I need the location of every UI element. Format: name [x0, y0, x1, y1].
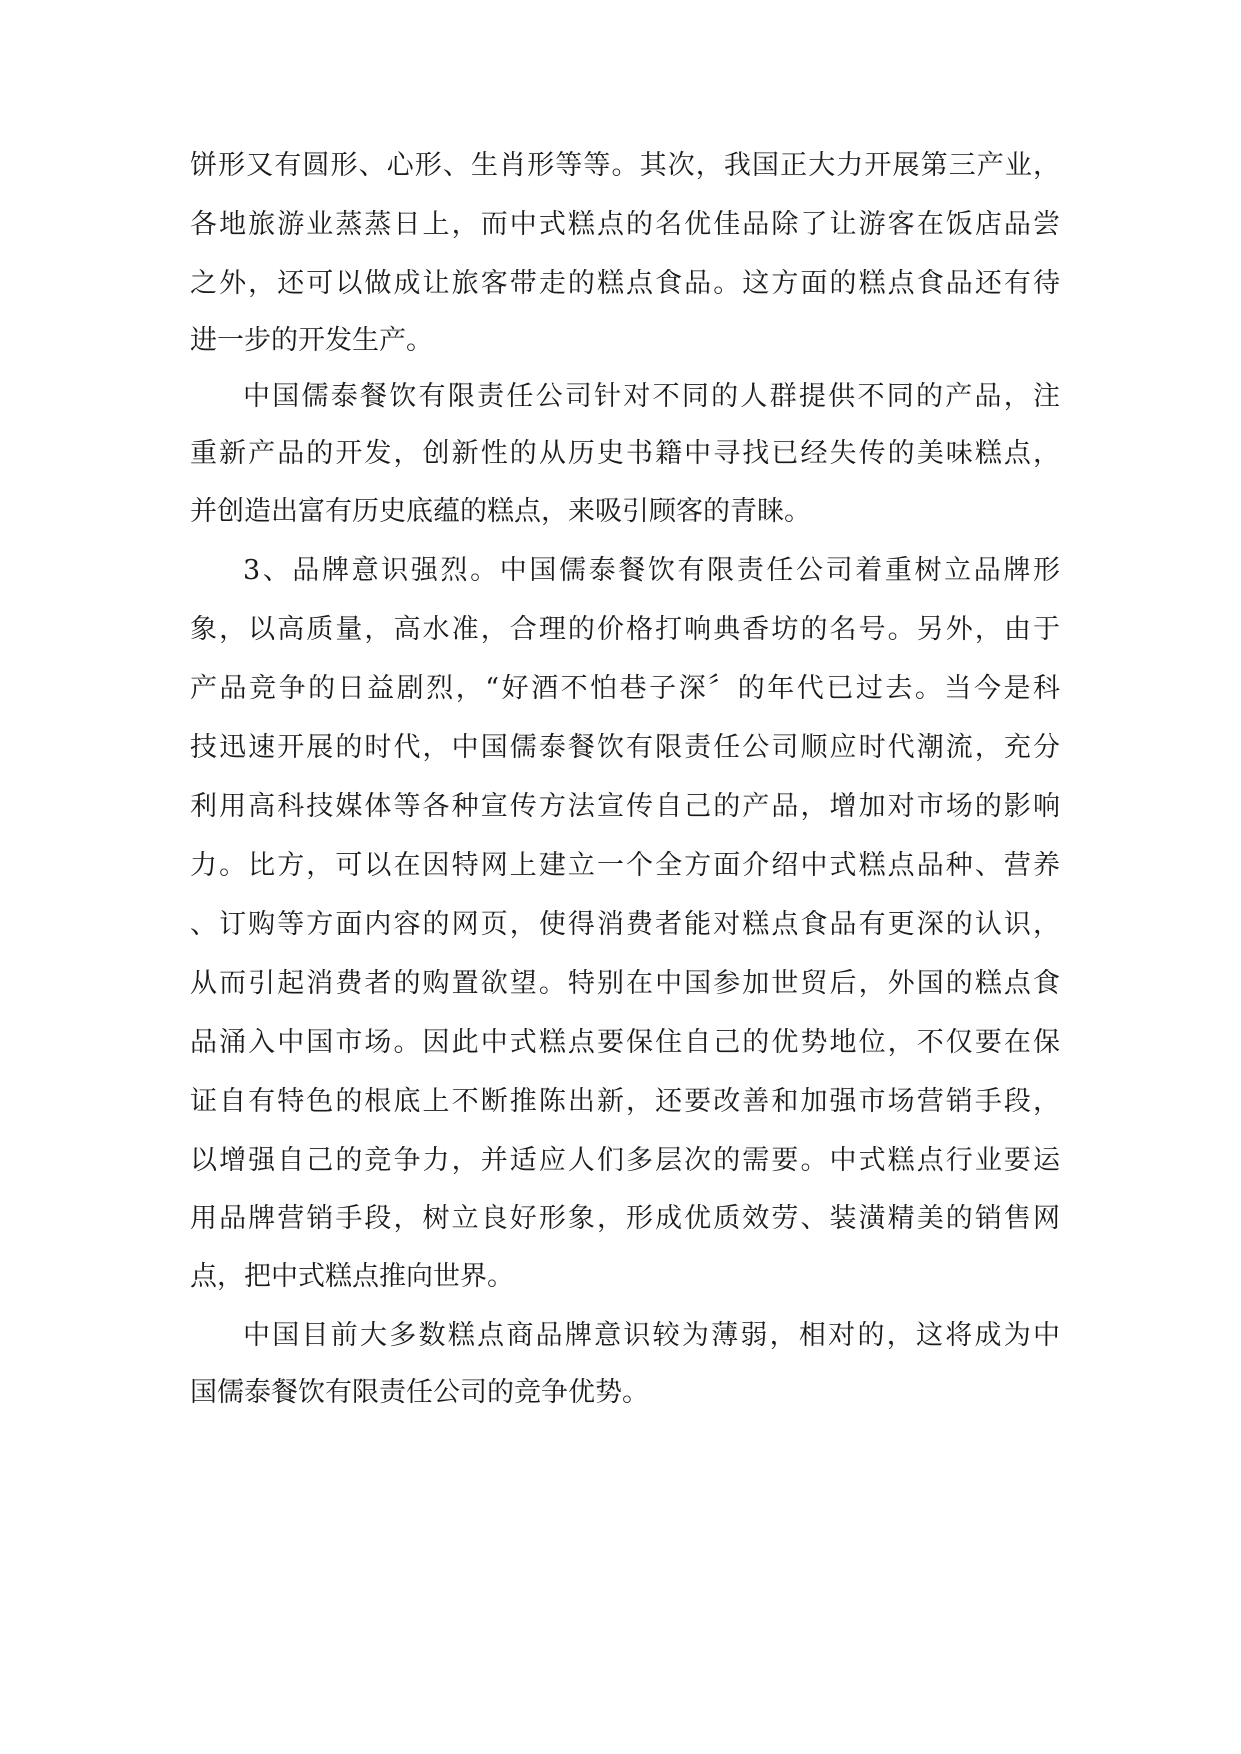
text-line: 中国目前大多数糕点商品牌意识较为薄弱，相对的，这将成为中 [243, 1320, 1060, 1351]
text-line: 用品牌营销手段，树立良好形象，形成优质效劳、装潢精美的销售网 [190, 1203, 1060, 1234]
text-line: 中国儒泰餐饮有限责任公司针对不同的人群提供不同的产品，注 [243, 381, 1060, 412]
text-line: 利用高科技媒体等各种宣传方法宣传自己的产品，增加对市场的影响 [190, 791, 1060, 822]
text-line: 重新产品的开发，创新性的从历史书籍中寻找已经失传的美味糕点， [190, 438, 1060, 469]
text-line: 饼形又有圆形、心形、生肖形等等。其次，我国正大力开展第三产业， [190, 150, 1060, 181]
text-line: 进一步的开发生产。 [190, 325, 433, 356]
text-line: 证自有特色的根底上不断推陈出新，还要改善和加强市场营销手段， [190, 1086, 1060, 1117]
text-line: 3、品牌意识强烈。中国儒泰餐饮有限责任公司着重树立品牌形 [243, 555, 1060, 586]
text-line: 点，把中式糕点推向世界。 [190, 1261, 514, 1292]
text-line: 以增强自己的竞争力，并适应人们多层次的需要。中式糕点行业要运 [190, 1145, 1060, 1176]
text-line: 技迅速开展的时代，中国儒泰餐饮有限责任公司顺应时代潮流，充分 [190, 732, 1060, 763]
text-line: 象，以高质量，高水准，合理的价格打响典香坊的名号。另外，由于 [190, 614, 1060, 645]
text-line: 产品竞争的日益剧烈，“好酒不怕巷子深〞的年代已过去。当今是科 [190, 673, 1060, 704]
text-line: 各地旅游业蒸蒸日上，而中式糕点的名优佳品除了让游客在饭店品尝 [190, 209, 1060, 240]
text-line: 从而引起消费者的购置欲望。特别在中国参加世贸后，外国的糕点食 [190, 968, 1060, 999]
text-line: 品涌入中国市场。因此中式糕点要保住自己的优势地位，不仅要在保 [190, 1027, 1060, 1058]
text-line: 力。比方，可以在因特网上建立一个全方面介绍中式糕点品种、营养 [190, 850, 1060, 881]
text-line: 、订购等方面内容的网页，使得消费者能对糕点食品有更深的认识， [190, 909, 1060, 940]
text-line: 国儒泰餐饮有限责任公司的竞争优势。 [190, 1377, 649, 1408]
text-line: 之外，还可以做成让旅客带走的糕点食品。这方面的糕点食品还有待 [190, 268, 1060, 299]
text-line: 并创造出富有历史底蕴的糕点，来吸引顾客的青睐。 [190, 496, 811, 527]
